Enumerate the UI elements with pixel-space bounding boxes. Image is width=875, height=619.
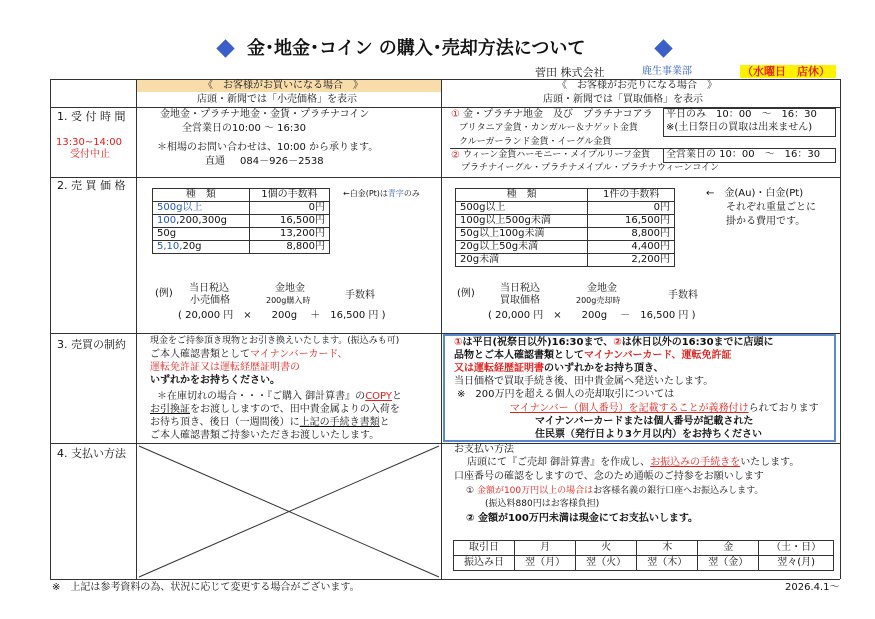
sell-limits-line: 住民票（発行日より3ケ月以内）をお持ちください: [535, 429, 762, 440]
buy-fee-kind-plain-part: ,200,300g: [176, 215, 227, 226]
buy-example-weight: 200g購入時: [266, 296, 311, 305]
sell-limits-line: [454, 364, 664, 374]
buy-limits-line: いずれかをお持ちください。: [150, 375, 280, 386]
row-label-payment: 4. 支払い方法: [57, 447, 126, 460]
sell-fee-value: 16,500円: [588, 215, 675, 228]
schedule-cell: 木: [637, 541, 698, 556]
sell-hours-items-5: プラチナイーグル・プラチナメイプル・プラチナウィーンコイン: [461, 163, 719, 173]
platinum-note-c: のみ: [403, 189, 420, 198]
schedule-cell: 翌（木）: [637, 556, 698, 571]
payment-text: お客様名義の銀行口座へお振込みします。: [593, 486, 764, 496]
payment-line: [466, 487, 763, 496]
diamond-left-icon: [216, 39, 234, 57]
frame-col-mid: [441, 79, 442, 579]
buy-fee-header-fee: 1個の手数料: [249, 189, 329, 202]
diamond-right-icon: [654, 39, 672, 57]
buy-limits-text: と: [379, 417, 390, 428]
sell-hours-items-1: 金・プラチナ地金 及び プラチナコアラ: [463, 109, 653, 120]
sell-limits-text: られております: [748, 403, 819, 414]
buy-limits-line: [150, 350, 348, 360]
sell-fee-value: 0円: [588, 202, 675, 215]
payment-title: お支払い方法: [454, 444, 514, 455]
buy-limits-underlined-text: お引換証: [150, 404, 190, 415]
sell-fee-value: 8,800円: [588, 228, 675, 241]
buy-hours-items: 金地金・プラチナ地金・金貨・プラチナコイン: [160, 109, 370, 120]
sell-hours-items-4: ウィーン金貨ハーモニー・メイプルリーフ金貨: [463, 150, 651, 160]
schedule-cell: 翌（火）: [576, 556, 637, 571]
company-name: 菅田 株式会社: [535, 66, 605, 79]
schedule-cell: （土・日）: [759, 541, 834, 556]
sell-fee-kind: 20g以上50g未満: [456, 241, 588, 254]
buy-fee-kind-plain-part: 20g: [182, 241, 202, 252]
allday-time: 全営業日の 10：00 ～ 16：30: [666, 149, 821, 160]
sell-example-item: 金地金: [587, 283, 617, 294]
buy-limits-line: ご本人確認書類ご持参いただきお渡しいたします。: [150, 430, 380, 441]
buy-fee-value: 8,800円: [249, 241, 329, 254]
sell-fee-header-kind: 種 類: [456, 189, 588, 202]
row-label-hours: 1. 受 付 時 間: [57, 110, 126, 123]
schedule-cell: 金: [698, 541, 759, 556]
sell-limits-text: は休日以外の16:30までに店頭に: [621, 337, 774, 348]
platinum-note-a: ←白金(Pt)は: [343, 189, 388, 198]
sell-fee-kind: 500g以上: [456, 202, 588, 215]
frame-right: [840, 79, 841, 579]
schedule-cell: 振込み日: [454, 556, 515, 571]
closed-day-badge: （水曜日 店休）: [740, 65, 836, 78]
buy-example-price-type: 小売価格: [190, 295, 230, 306]
sell-limits-red-text: マイナンバーカード、運転免許証: [584, 350, 732, 361]
sell-limits-marker: ②: [613, 337, 622, 348]
sell-hours-marker-2: ②: [451, 150, 460, 161]
buy-limits-line: 現金をご持参頂き現物とお引き換えいたします。(振込みも可): [150, 336, 400, 346]
phone-label: 直通: [205, 156, 225, 167]
buy-fee-value: 0円: [249, 202, 329, 215]
sell-limits-red-text: 又は運転経歴証明書: [454, 363, 544, 374]
buy-limits-red-text: COPY: [365, 391, 392, 402]
buy-limits-line: 運転免許証又は運転経歴証明書の: [150, 362, 300, 373]
buy-column-note: 店頭・新聞では「小売価格」を表示: [197, 94, 357, 105]
frame-left: [50, 79, 51, 579]
payment-text: 店頭にて『ご売却 御計算書』を作成し、: [467, 457, 651, 468]
frame-row2: [50, 177, 840, 178]
schedule-cell: 取引日: [454, 541, 515, 556]
sell-example-fee: 手数料: [668, 290, 698, 301]
payment-line: [466, 514, 698, 524]
weekday-note: ※(土日祭日の買取は出来ません): [666, 122, 813, 133]
phone-number: 084－926－2538: [240, 156, 324, 167]
sell-column-note: 店頭・新聞では「買取価格」を表示: [543, 94, 703, 105]
schedule-cell: 月: [515, 541, 576, 556]
schedule-cell: 翌（月）: [515, 556, 576, 571]
sell-example-price-type: 買取価格: [500, 295, 540, 306]
sell-hours-items-3: クルーガーランド金貨・イーグル金貨: [459, 137, 612, 147]
row-label-price: 2. 売 買 価 格: [57, 179, 126, 192]
sell-hours-items-2: ブリタニア金貨・カンガルー＆ナゲット金貨: [459, 123, 638, 133]
sell-limits-text: のいずれかをお持ち頂き、: [544, 363, 664, 374]
sell-fee-note-3: 掛かる費用です。: [726, 216, 806, 227]
frame-bottom: [50, 579, 840, 580]
buy-fee-table: [152, 188, 330, 254]
buy-limits-text: と: [391, 391, 402, 402]
sell-example-calc: ( 20,000 円 × 200g － 16,500 円 ): [488, 310, 696, 321]
buy-limits-text: お待ち頂き、後日（一週間後）に: [150, 417, 300, 428]
sell-limits-line: 当日価格で買取手続き後、田中貴金属へ発送いたします。: [454, 376, 714, 387]
page-title: 金･地金･コイン の購入･売却方法について: [247, 38, 586, 59]
buy-fee-kind: [153, 241, 250, 254]
buy-fee-kind-blue-part: 5,10,: [157, 241, 183, 252]
buy-limits-red-text: マイナンバーカード、: [250, 349, 348, 360]
buy-limits-text: ＊在庫切れの場合・・・『ご購入 御計算書』の: [157, 391, 366, 402]
buy-hours-inquiry: ＊相場のお問い合わせは、10:00 から承ります。: [157, 142, 379, 153]
schedule-cell: 翌々(月): [759, 556, 834, 571]
buy-limits-line: [150, 418, 390, 428]
payment-text: 金額が100万円未満は現金にてお支払いします。: [477, 513, 699, 524]
sell-example-weight: 200g売却時: [576, 296, 621, 305]
not-applicable-cross: [137, 444, 441, 579]
buy-fee-value: 13,200円: [249, 228, 329, 241]
suspension-time: 13:30~14:00: [56, 137, 123, 148]
weekday-time: 平日のみ 10：00 ～ 16：30: [666, 109, 817, 120]
buy-example-fee: 手数料: [345, 290, 375, 301]
sell-limits-marker: ①: [454, 337, 463, 348]
sell-fee-kind: 50g以上100g未満: [456, 228, 588, 241]
buy-example-label: (例): [155, 288, 173, 299]
sell-fee-kind: 100g以上500g未満: [456, 215, 588, 228]
footer-date: 2026.4.1～: [785, 582, 840, 593]
platinum-note: [343, 190, 420, 198]
buy-example-item: 金地金: [275, 283, 305, 294]
payment-red-text: お振込みの手続きを: [650, 457, 741, 468]
sell-limits-line: [454, 338, 774, 348]
payment-text: いたします。: [740, 457, 800, 468]
buy-hours-time: 全営業日の10:00 ～ 16:30: [182, 123, 306, 134]
payment-red-text: 金額が100万円以上の場合は: [476, 486, 594, 496]
sell-fee-note-1: ← 金(Au)・白金(Pt): [706, 188, 804, 199]
sell-limits-text: は平日(祝祭日以外)16:30まで、: [462, 337, 614, 348]
buy-limits-line: [150, 405, 400, 415]
buy-fee-kind: 50g: [153, 228, 250, 241]
schedule-cell: 火: [576, 541, 637, 556]
sell-limits-line: [510, 404, 819, 414]
sell-fee-note-2: それぞれ重量ごとに: [726, 202, 816, 213]
sell-limits-line: ※ 200万円を超える個人の売却取引については: [457, 389, 675, 400]
suspension-label: 受付中止: [70, 149, 110, 160]
sell-limits-line: マイナンバーカードまたは個人番号が記載された: [535, 416, 754, 427]
buy-example-calc: ( 20,000 円 × 200g ＋ 16,500 円 ): [178, 310, 386, 321]
sell-limits-line: [454, 351, 732, 361]
sell-fee-value: 4,400円: [588, 241, 675, 254]
buy-fee-header-kind: 種 類: [153, 189, 250, 202]
buy-example-tax: 当日税込: [189, 283, 229, 294]
buy-limits-underlined-text: 上記の手続き書類: [299, 417, 380, 428]
footer-note: ※ 上記は参考資料の為、状況に応じて変更する場合がございます。: [52, 582, 360, 593]
payment-marker: ①: [466, 486, 475, 496]
sell-example-tax: 当日税込: [500, 283, 540, 294]
sell-example-label: (例): [457, 288, 475, 299]
schedule-cell: 翌（金）: [698, 556, 759, 571]
platinum-note-b: 青字: [387, 189, 404, 198]
sell-fee-table: [455, 188, 675, 267]
buy-fee-kind: [153, 215, 250, 228]
transfer-schedule-table: [453, 540, 834, 571]
sell-column-title: 《 お客様がお売りになる場合 》: [557, 80, 717, 91]
row-label-limits: 3. 売買の制約: [57, 338, 126, 351]
buy-fee-kind-blue-part: 100: [157, 215, 177, 226]
division-name: 鹿生事業部: [642, 66, 692, 77]
sell-fee-header-fee: 1件の手数料: [588, 189, 675, 202]
payment-line: [467, 458, 799, 468]
buy-column-title: 《 お客様がお買いになる場合 》: [203, 80, 363, 91]
sell-fee-value: 2,200円: [588, 254, 675, 267]
sell-limits-text: 品物とご本人確認書類として: [454, 350, 584, 361]
buy-fee-kind: 500g以上: [153, 202, 250, 215]
payment-line: (振込料880円はお客様負担): [485, 499, 600, 509]
sell-hours-marker-1: ①: [451, 109, 460, 120]
buy-limits-line: [157, 392, 402, 402]
buy-fee-value: 16,500円: [249, 215, 329, 228]
buy-limits-text: ご本人確認書類として: [150, 349, 250, 360]
payment-marker: ②: [466, 513, 475, 524]
sell-limits-red-text: マイナンバー（個人番号）を記載することが義務付け: [510, 403, 749, 414]
payment-line: 口座番号の確認をしますので、念のため通帳のご持参をお願いします: [454, 471, 764, 482]
buy-limits-text: をお渡ししますので、田中貴金属よりの入荷を: [190, 404, 400, 415]
sell-fee-kind: 20g未満: [456, 254, 588, 267]
